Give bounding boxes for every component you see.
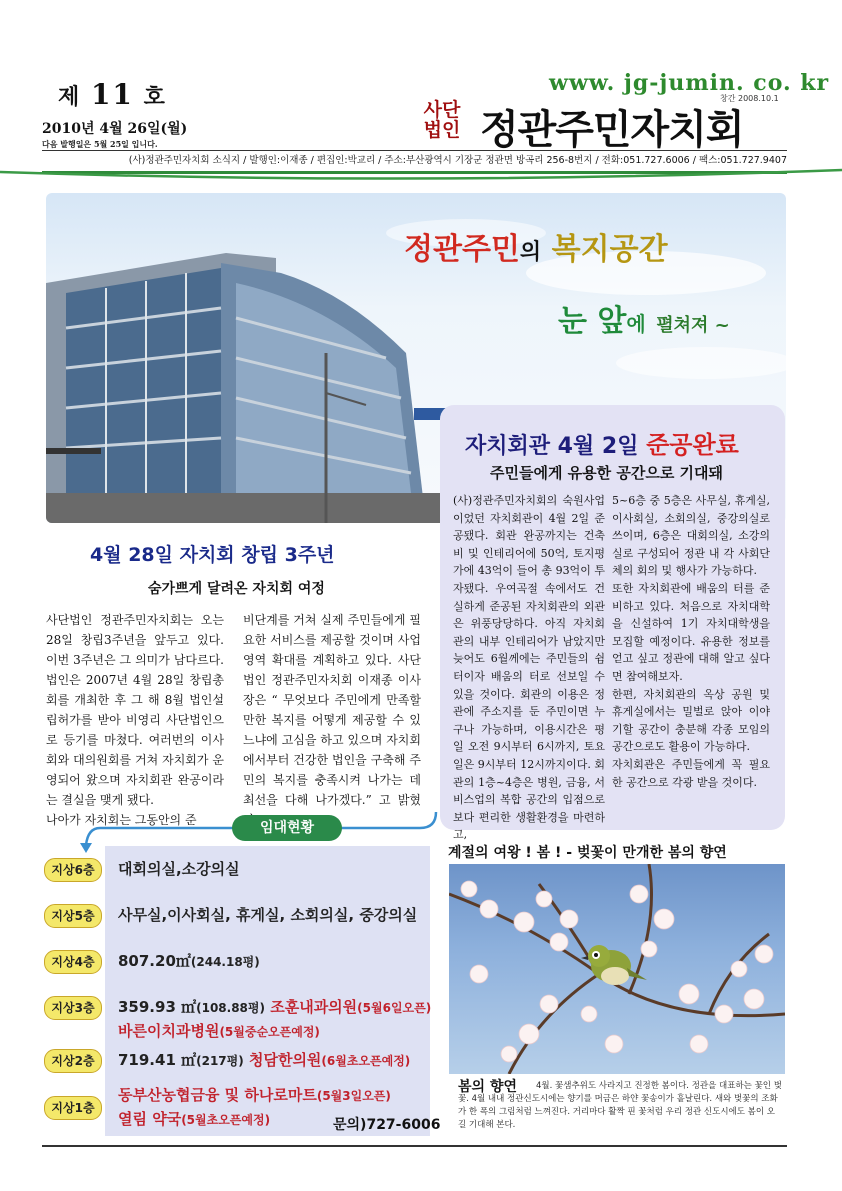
floor-pyeong: (217평) [196, 1054, 244, 1068]
floor-label-1: 지상1층 [44, 1096, 102, 1120]
next-issue-note: 다음 발행일은 5월 25일 입니다. [42, 139, 158, 149]
floor-desc-3-second [118, 1020, 320, 1041]
floor-desc-4 [118, 950, 260, 971]
anniversary-body-column-1 [46, 610, 224, 830]
floor-tenant-note: (5월초오픈예정) [181, 1113, 271, 1127]
issue-suffix: 호 [143, 84, 167, 110]
issue-prefix: 제 [58, 84, 82, 110]
corporation-tag-line2: 법인 [423, 119, 461, 141]
floor-pyeong: (108.88평) [196, 1001, 265, 1015]
completion-paragraph: 자치회관은 주민들에게 꼭 필요한 공간으로 각광 받을 것이다. [612, 757, 770, 789]
floor-tenant: 조훈내과의원 [270, 998, 358, 1016]
anniversary-paragraph: 사단법인 정관주민자치회는 오는 28일 창립3주년을 앞두고 있다. 이번 3주년은 그 의미가 남다르다. 법인은 2007년 4월 28일 창립총회를 개최한 후 그 해 8월 법인설립허가를 받아 비영리 사단법인으로 등기를 마쳤다. 여러번의 이사회와 대의원회를 거쳐 자치회가 운영되어 왔으며 자치회관 완공이라는 결실을 맺게 됐다. [46, 613, 224, 807]
hero-headline-line2 [558, 296, 730, 340]
anniversary-subheadline: 숨가쁘게 달려온 자치회 여정 [148, 581, 325, 597]
newspaper-title: 정관주민자치회 [480, 107, 744, 153]
completion-body-column-1 [453, 492, 605, 844]
completion-paragraph: 5~6층 중 5층은 사무실, 휴게실, 이사회실, 소회의실, 중강의실로 쓰이며, 6층은 대회의실, 소강의실로 구성되어 정관 내 각 사회단체의 회의 및 행사가 가능하다. [612, 494, 770, 578]
completion-subheadline: 주민들에게 유용한 공간으로 기대돼 [490, 464, 724, 482]
spring-photo-caption: 4월. 꽃샘추위도 사라지고 진정한 봄이다. 정관을 대표하는 꽃인 벚꽃. 4월 내내 정관신도시에는 향기를 머금은 하얀 꽃송이가 흩날린다. 새와 벚꽃의 조화가 한 폭의 그림처럼 느껴진다. 거리마다 활짝 핀 꽃처럼 우리 정관 신도시에도 봄이 오길 기대해 본다. [458, 1081, 782, 1130]
anniversary-headline: 4월 28일 자치회 창립 3주년 [90, 544, 335, 566]
floor-label-3: 지상3층 [44, 996, 102, 1020]
spring-caption-label: 봄의 향연 [458, 1079, 517, 1095]
floor-label-2: 지상2층 [44, 1049, 102, 1073]
corporation-tag-line1: 사단 [423, 99, 461, 121]
anniversary-paragraph: 나아가 자치회는 그동안의 준 [46, 813, 197, 827]
completion-paragraph: 또한 자치회관에 배움의 터를 준비하고 있다. 처음으로 자치대학을 신설하여 1기 자치대학생을 모집할 예정이다. 유용한 정보를 얻고 싶고 정관에 대해 알고 싶다면 참여해보자. [612, 581, 770, 683]
floor-desc-6: 대회의실,소강의실 [118, 860, 240, 878]
floor-area: 807.20㎡ [118, 952, 191, 970]
lease-status-badge: 임대현황 [232, 815, 342, 841]
completion-headline-part-a: 자치회관 4월 2일 [465, 434, 639, 459]
blossom-bird-illustration [449, 864, 785, 1074]
floor-label-4: 지상4층 [44, 950, 102, 974]
bottom-divider [42, 1145, 787, 1147]
floor-desc-5: 사무실,이사회실, 휴게실, 소회의실, 중강의실 [118, 906, 418, 924]
completion-body-column-2 [612, 492, 770, 791]
floor-tenant: 바른이치과병원 [118, 1022, 220, 1040]
founded-date: 창간 2008.10.1 [720, 94, 779, 103]
issue-number [58, 78, 167, 111]
publication-date: 2010년 4월 26일(월) [42, 121, 188, 137]
spring-blossom-photo [449, 864, 785, 1074]
completion-paragraph: 한편, 자치회관의 옥상 공원 및 휴게실에서는 밀벌로 앉아 이야기할 공간이 충분해 각종 모임의 공간으로도 활용이 가능하다. [612, 687, 770, 754]
hero-line2-part-c: 펼쳐져 ~ [656, 315, 730, 336]
floor-tenant-note: (6월초오픈예정) [321, 1054, 411, 1068]
masthead-green-swoosh [0, 168, 842, 186]
issue-number-value: 11 [90, 78, 134, 111]
hero-line1-part-b: 의 [519, 240, 542, 265]
floor-tenant: 동부산농협금융 및 하나로마트 [118, 1086, 317, 1104]
floor-area: 719.41 ㎡ [118, 1051, 197, 1069]
hero-line2-part-b: 에 [626, 312, 646, 336]
completion-headline-part-b: 준공완료 [646, 431, 739, 459]
floor-area: 359.93 ㎡ [118, 998, 197, 1016]
corporation-tag [414, 100, 470, 140]
floor-tenant: 열림 약국 [118, 1110, 182, 1128]
publisher-info-line: (사)정관주민자치회 소식지 / 발행인:이재종 / 편집인:박교리 / 주소:부산광역시 기장군 정관면 방곡리 256-8번지 / 전화:051.727.6006 / 팩스:051.727.9407 [42, 150, 787, 174]
floor-pyeong: (244.18평) [190, 955, 260, 969]
floor-desc-1-second [118, 1108, 270, 1129]
anniversary-paragraph: 비단계를 거쳐 실제 주민들에게 필요한 서비스를 제공할 것이며 사업 영역 확대를 계획하고 있다. 사단법인 정관주민자치회 이재종 이사장은 “ 무엇보다 주민에게 만족할 만한 복지를 어떻게 제공할 수 있느냐에 고심을 하고 있으며 자치회에서부터 건강한 법인을 구축해 주민의 복지를 충족시켜 나가는 데 최선을 다해 나가겠다.” 고 밝혔 [243, 613, 421, 807]
floor-tenant-note: (5월6일오픈) [357, 1001, 432, 1015]
floor-tenant-note: (5월중순오픈예정) [219, 1025, 320, 1039]
floor-desc-1 [118, 1084, 391, 1105]
hero-line2-part-a: 눈 앞 [558, 304, 627, 339]
floor-label-6: 지상6층 [44, 858, 102, 882]
spring-photo-title: 계절의 여왕 ! 봄 ! - 벚꽃이 만개한 봄의 향연 [448, 845, 727, 861]
floor-tenant-note: (5월3일오픈) [316, 1089, 391, 1103]
website-url[interactable]: www. jg-jumin. co. kr [549, 70, 830, 96]
completion-paragraph: (사)정관주민자치회의 숙원사업이었던 자치회관이 4월 2일 준공됐다. 회관 완공까지는 건축비 및 인테리어에 50억, 토지평가에 43억이 들어 총 93억이 투자됐다. 우여곡절 속에서도 건실하게 준공된 자치회관의 외관은 위풍당당하다. 아직 자치회관의 내부 인테리어가 남았지만 늦어도 6월께에는 주민들의 쉼터이자 배움의 터로 선보일 수 있을 것이다. 회관의 이용은 정관에 주소지를 둔 주민이면 누구나 가능하며, 이용시간은 평일 오전 9시부터 6시까지, 토요일은 9시부터 12시까지이다. 회관의 1층~4층은 병원, 금융, 서비스업의 복합 공간의 입점으로 보다 편리한 생활환경을 마련하고, [453, 494, 605, 842]
hero-line1-part-a: 정관주민 [404, 232, 520, 267]
floor-desc-3 [118, 996, 431, 1017]
hero-headline-line1 [404, 224, 668, 268]
contact-phone: 문의)727-6006 [333, 1117, 441, 1133]
floor-desc-2 [118, 1049, 410, 1070]
hero-line1-part-c: 복지공간 [551, 232, 668, 267]
anniversary-body-column-2 [243, 610, 421, 830]
floor-label-5: 지상5층 [44, 904, 102, 928]
floor-tenant: 청담한의원 [248, 1051, 322, 1069]
completion-headline [465, 425, 739, 460]
